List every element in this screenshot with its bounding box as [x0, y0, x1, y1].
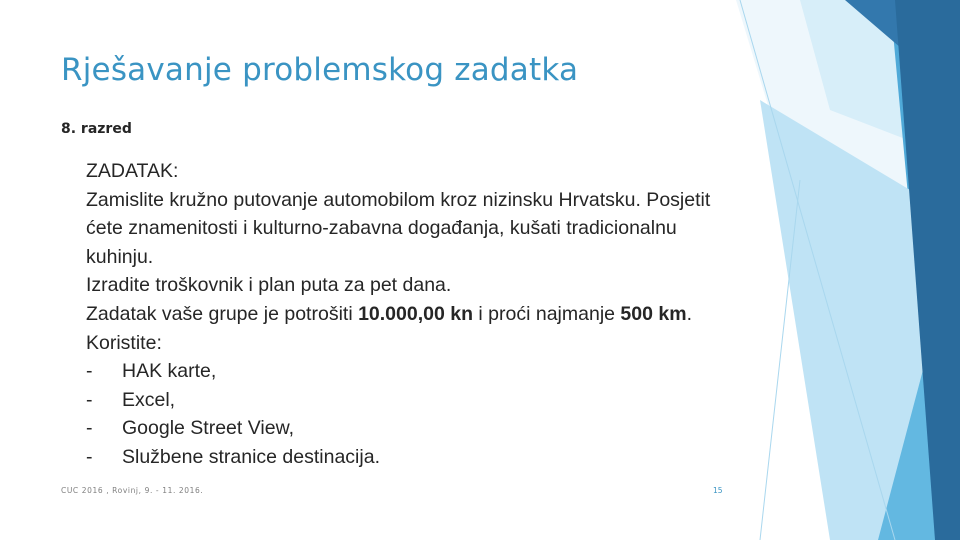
goal-text-middle: i proći najmanje — [473, 302, 621, 325]
distance-amount: 500 km — [620, 302, 687, 325]
list-dash: - — [86, 445, 93, 468]
list-dash: - — [86, 360, 93, 383]
goal-text-prefix: Zadatak vaše grupe je potrošiti — [86, 302, 359, 325]
page-number: 15 — [713, 486, 723, 495]
goal-text-suffix: . — [686, 302, 692, 325]
use-heading: Koristite: — [86, 331, 162, 354]
task-paragraph-line-1: Zamislite kružno putovanje automobilom kroz nizinsku Hrvatsku. Posjetit — [86, 188, 711, 211]
list-item — [86, 357, 806, 386]
list-dash: - — [86, 388, 93, 411]
slide-title: Rješavanje problemskog zadatka — [61, 52, 579, 88]
task-plan-instruction: Izradite troškovnik i plan puta za pet dana. — [86, 274, 452, 297]
budget-amount: 10.000,00 kn — [358, 302, 474, 325]
list-item — [86, 443, 806, 472]
list-item-text: Google Street View, — [122, 417, 294, 440]
slide-footer: CUC 2016 , Rovinj, 9. - 11. 2016. — [61, 486, 204, 495]
list-item-text: Excel, — [122, 388, 176, 411]
list-item — [86, 386, 806, 415]
task-goal-line — [86, 300, 806, 329]
list-item-text: Službene stranice destinacija. — [122, 445, 380, 468]
task-content — [86, 157, 806, 472]
list-item — [86, 414, 806, 443]
task-heading: ZADATAK: — [86, 160, 179, 182]
list-dash: - — [86, 417, 93, 440]
list-item-text: HAK karte, — [122, 360, 217, 383]
slide-subtitle: 8. razred — [61, 121, 132, 137]
task-paragraph-line-2: ćete znamenitosti i kulturno-zabavna događanja, kušati tradicionalnu — [86, 217, 677, 240]
task-paragraph-line-3: kuhinju. — [86, 245, 154, 268]
